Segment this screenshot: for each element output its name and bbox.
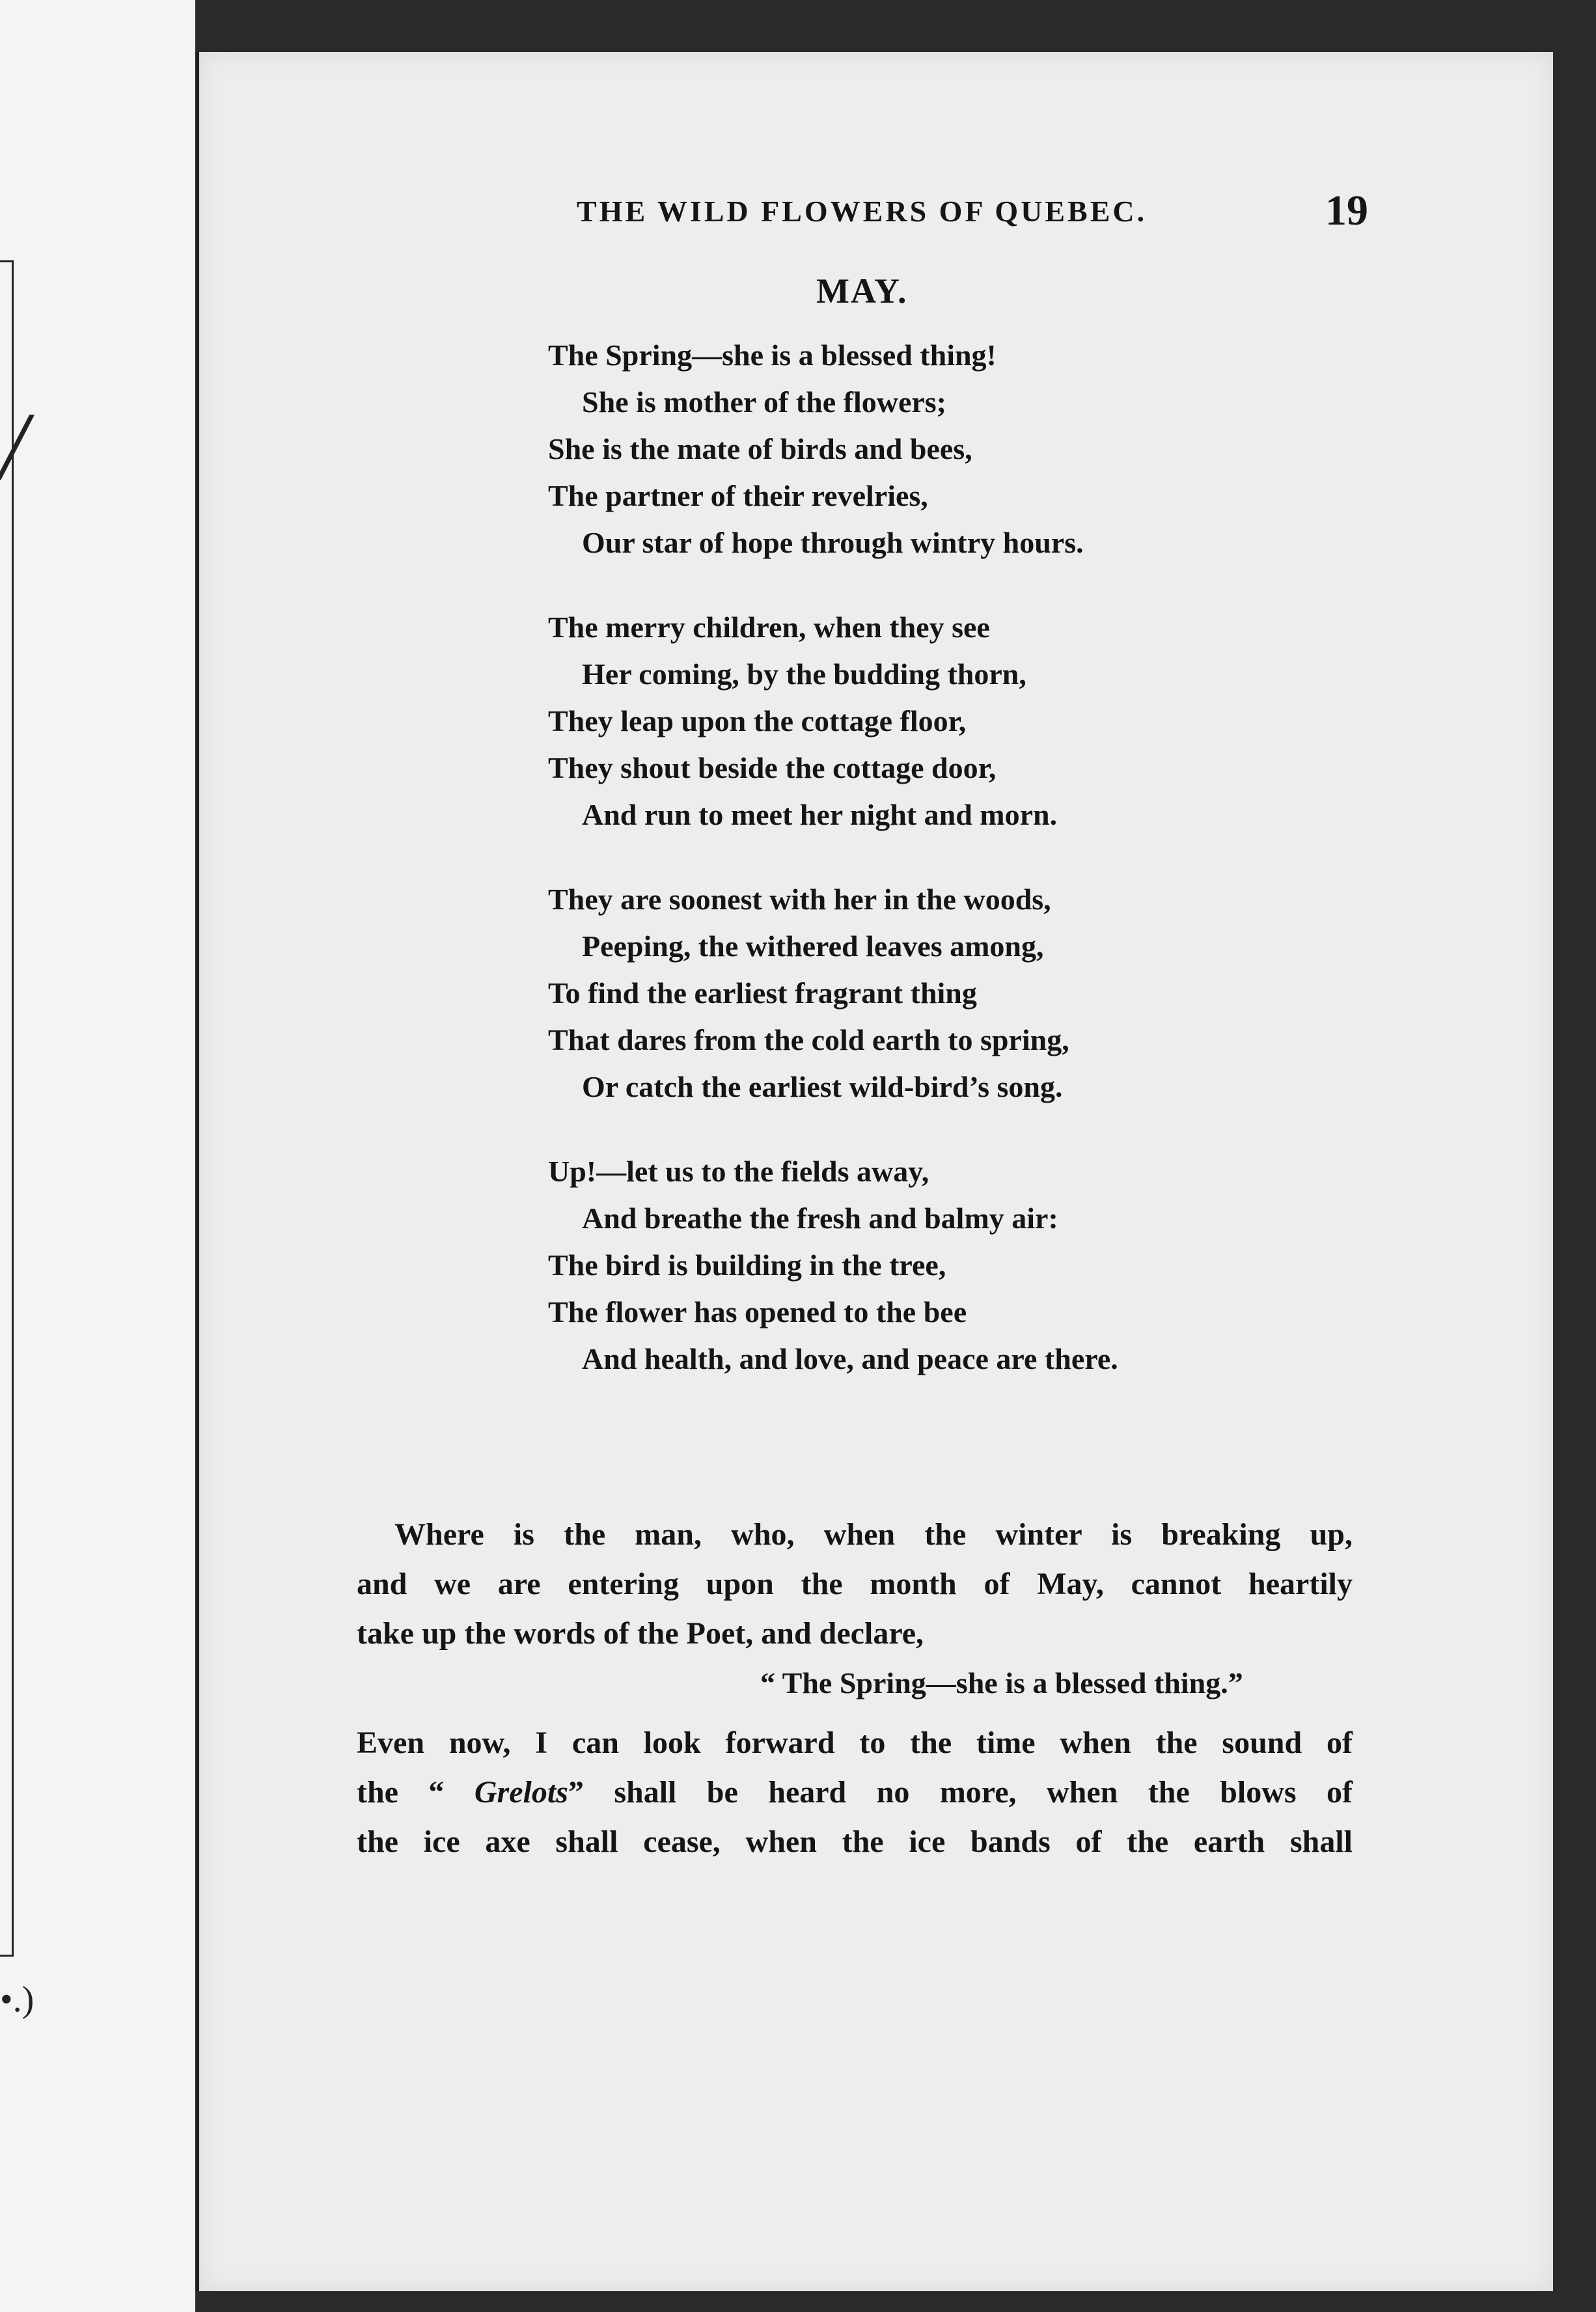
quotation: “ The Spring—she is a blessed thing.”: [760, 1666, 1243, 1700]
poem-line: The partner of their revelries,: [548, 479, 928, 512]
prose-line: take up the words of the Poet, and declare,: [357, 1616, 924, 1651]
prose-line: Where is the man, who, when the winter is breaking up,: [394, 1517, 1353, 1552]
poem-stanza-3: [548, 876, 1118, 1110]
left-page-slash-mark: /: [0, 392, 27, 501]
prose-line: and we are entering upon the month of May, cannot heartily: [357, 1567, 1353, 1601]
prose-line: [357, 1768, 1353, 1817]
poem-line: And breathe the fresh and balmy air:: [582, 1202, 1058, 1235]
page-number: 19: [1325, 187, 1368, 234]
prose-line: the ice axe shall cease, when the ice bands of the earth shall: [357, 1824, 1353, 1859]
poem-line: Her coming, by the budding thorn,: [582, 657, 1026, 691]
prose-segment: the “: [357, 1775, 475, 1810]
poem-line: And health, and love, and peace are there.: [582, 1342, 1118, 1375]
poem-line: Our star of hope through wintry hours.: [582, 526, 1084, 559]
poem: [548, 332, 1118, 1420]
poem-stanza-1: [548, 332, 1118, 566]
poem-title: MAY.: [816, 271, 908, 310]
poem-line: They leap upon the cottage floor,: [548, 704, 967, 737]
poem-line: Or catch the earliest wild-bird’s song.: [582, 1070, 1063, 1103]
poem-line: Up!—let us to the fields away,: [548, 1155, 929, 1188]
left-page-fragment-mark: •.): [0, 1979, 34, 2020]
prose-text: [357, 1510, 1353, 1867]
running-title: THE WILD FLOWERS OF QUEBEC.: [577, 195, 1148, 228]
left-page-frame: [0, 260, 14, 1957]
italic-word-grelots: Grelots: [474, 1775, 568, 1810]
poem-line: The Spring—she is a blessed thing!: [548, 338, 997, 372]
poem-line: To find the earliest fragrant thing: [548, 976, 977, 1010]
poem-line: The flower has opened to the bee: [548, 1295, 967, 1328]
poem-line: She is mother of the flowers;: [582, 385, 946, 419]
book-page: [195, 52, 1553, 2291]
poem-line: She is the mate of birds and bees,: [548, 432, 972, 465]
poem-line: They are soonest with her in the woods,: [548, 883, 1051, 916]
poem-line: The merry children, when they see: [548, 611, 990, 644]
left-page-fragment: [0, 0, 195, 2312]
prose-line: Even now, I can look forward to the time when the sound of: [357, 1726, 1353, 1760]
poem-line: Peeping, the withered leaves among,: [582, 929, 1044, 963]
poem-line: The bird is building in the tree,: [548, 1248, 946, 1282]
page-header: [199, 187, 1501, 246]
prose-segment: ” shall be heard no more, when the blows of: [568, 1775, 1353, 1810]
poem-line: And run to meet her night and morn.: [582, 798, 1058, 831]
poem-stanza-4: [548, 1148, 1118, 1383]
poem-line: They shout beside the cottage door,: [548, 751, 997, 784]
poem-line: That dares from the cold earth to spring,: [548, 1023, 1069, 1056]
poem-stanza-2: [548, 604, 1118, 838]
